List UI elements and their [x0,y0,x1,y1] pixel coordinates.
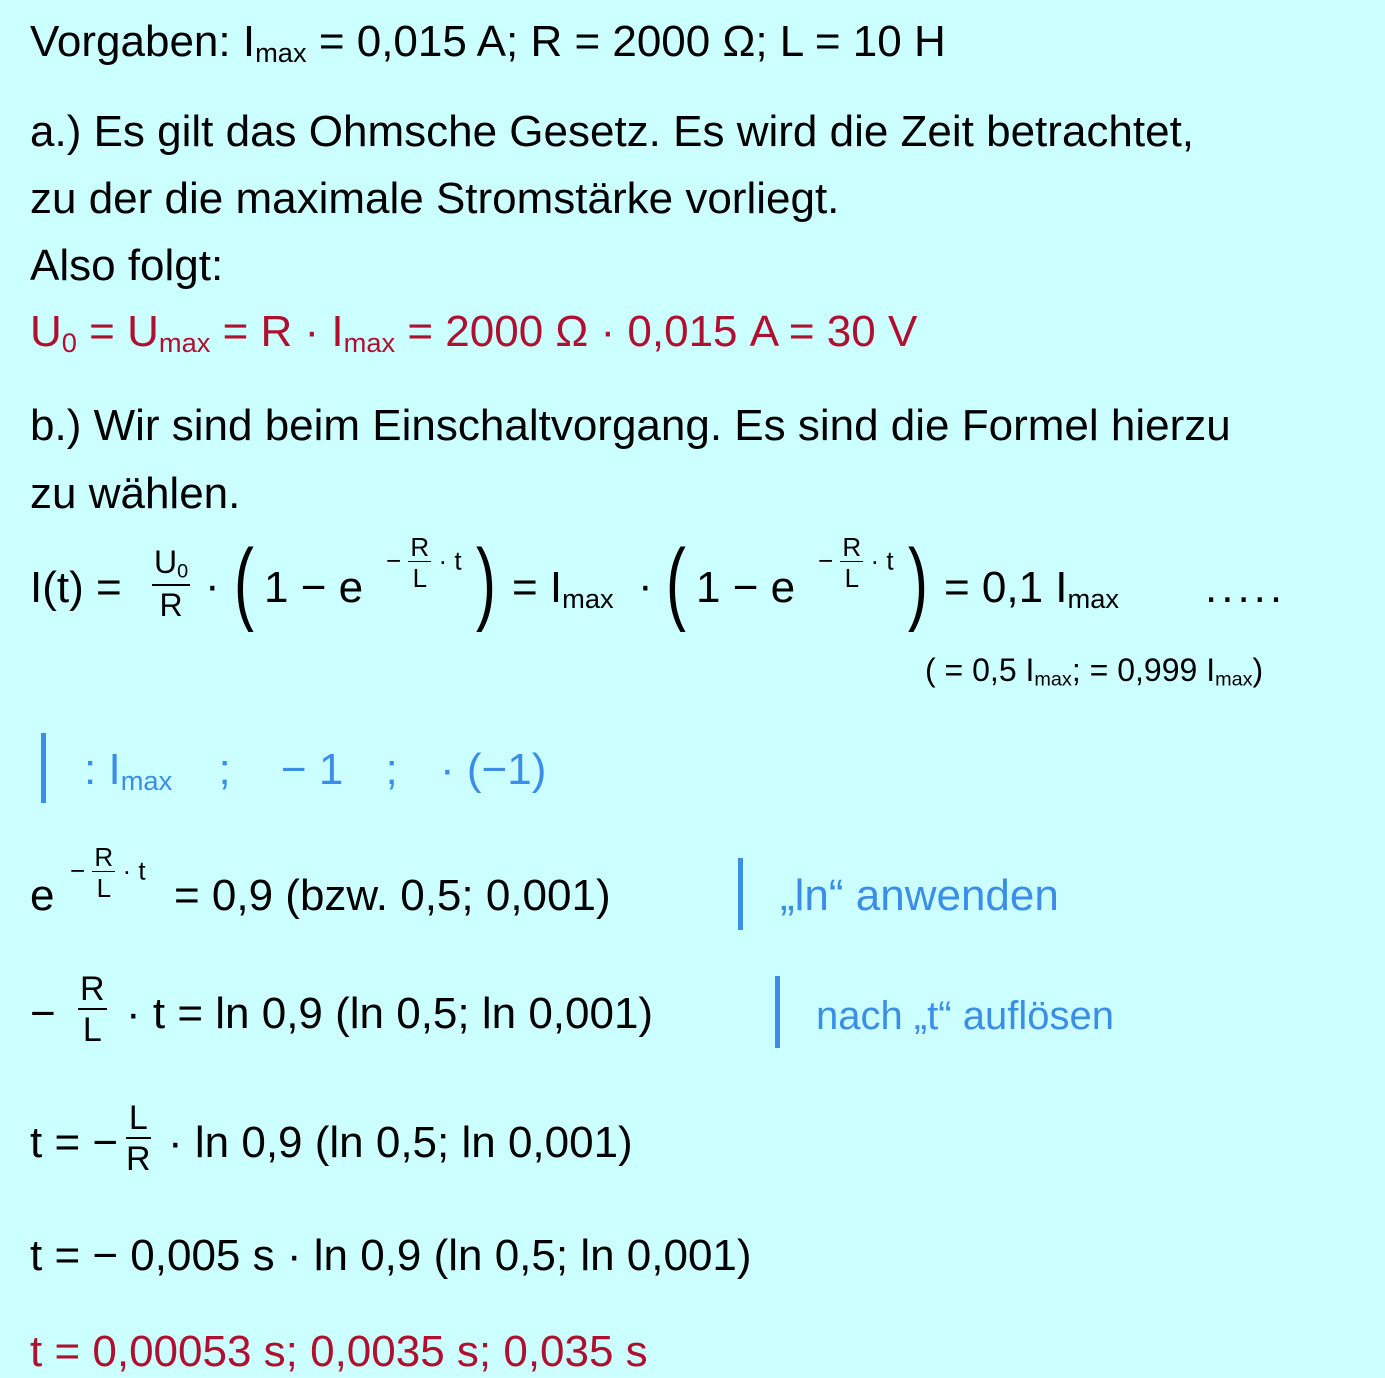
frac-num-u: U [154,544,178,580]
step3-num: L [126,1101,151,1139]
paren-open-2: ( [666,531,686,633]
formula-result [944,562,1119,625]
step1-exp-minus: − [70,855,86,886]
paren-close-2: ) [908,531,928,633]
part-a-line2: zu der die maximale Stromstärke vorliegt. [30,174,840,223]
part-a-line3: Also folgt: [30,241,224,290]
step1-e: e [30,871,55,920]
formula-dots: ..... [1205,563,1287,612]
exp-den-2: L [844,563,860,593]
final-answer: t = 0,00053 s; 0,0035 s; 0,035 s [30,1327,648,1376]
exp-minus-1: − [386,545,402,576]
formula-one-minus-e-2: 1 − e [696,563,796,612]
u-sub: 0 [61,327,77,358]
op-minus-one: − 1 [280,745,344,794]
eq-result: = 0,1 I [944,563,1068,612]
given-imax-sub: max [255,37,307,68]
umax-sub: max [158,327,211,358]
op-sep-2: ; [385,745,398,794]
part-a-line1: a.) Es gilt das Ohmsche Gesetz. Es wird die Zeit betrachtet, [30,107,1195,156]
formula-exponent-1 [386,534,462,591]
given-rest: = 0,015 A; R = 2000 Ω; L = 10 H [306,17,946,66]
alt-a: ( = 0,5 I [925,652,1035,688]
op-imax-sub: max [120,765,173,796]
part-a-result [30,306,917,369]
op-times-minus-one: · (−1) [440,745,547,794]
operation-line [84,744,546,807]
formula-one-minus-e-1: 1 − e [264,563,364,612]
exp-t-1: · t [438,545,462,576]
step2-rest: · t = ln 0,9 (ln 0,5; ln 0,001) [126,989,654,1038]
exp-t-2: · t [870,545,894,576]
step1-exp-num: R [94,842,114,872]
step1-bar [738,858,743,930]
exp-num-1: R [410,532,430,562]
formula-lhs: I(t) = [30,563,122,612]
exp-den-1: L [412,563,428,593]
alternatives [925,650,1263,699]
step2-den: L [82,1011,102,1049]
u-symbol: U [30,307,62,356]
paren-close-1: ) [476,531,496,633]
step3-den: R [126,1140,151,1178]
alt-c: ) [1252,652,1264,688]
paren-open-1: ( [234,531,254,633]
formula-exponent-2 [818,534,894,591]
eq1: = U [76,307,159,356]
alt-b: ; = 0,999 I [1071,652,1216,688]
step2-minus: − [30,989,56,1038]
step1-exp-t: · t [122,855,146,886]
step2-fraction [78,972,107,1047]
step3-fraction [126,1101,151,1176]
step2-num: R [80,970,105,1008]
formula-dot-1: · [205,561,220,610]
formula-dot-2: · [638,561,653,610]
alt-a-sub: max [1034,668,1072,691]
frac-num-sub: 0 [177,560,189,583]
eq3: = 2000 Ω · 0,015 A = 30 V [395,307,918,356]
step1-exponent [70,844,146,901]
given-line [30,16,946,79]
step3-rest: · ln 0,9 (ln 0,5; ln 0,001) [168,1118,633,1167]
formula-eq-imax [512,562,614,625]
step1-note: „ln“ anwenden [780,871,1059,920]
part-b-line1: b.) Wir sind beim Einschaltvorgang. Es sind die Formel hierzu [30,401,1231,450]
given-lead: Vorgaben: I [30,17,256,66]
op-sep-1: ; [218,745,231,794]
eq-imax: = I [512,563,563,612]
result-sub: max [1067,583,1120,614]
step3-lhs: t = − [30,1118,119,1167]
imax-sub: max [343,327,396,358]
eq2: = R · I [210,307,344,356]
step1-exp-den: L [96,873,112,903]
step2-bar [775,976,780,1048]
exp-num-2: R [842,532,862,562]
step1-rest: = 0,9 (bzw. 0,5; 0,001) [174,871,611,920]
part-b-line2: zu wählen. [30,469,241,518]
step4: t = − 0,005 s · ln 0,9 (ln 0,5; ln 0,001) [30,1231,752,1280]
eq-imax-sub: max [562,583,614,614]
op-divide-imax: : I [84,745,121,794]
formula-fraction-u0-r [152,544,190,624]
operation-bar [41,733,46,803]
alt-b-sub: max [1215,668,1253,691]
frac-den-r: R [159,587,183,624]
exp-minus-2: − [818,545,834,576]
step2-note: nach „t“ auflösen [816,994,1114,1038]
